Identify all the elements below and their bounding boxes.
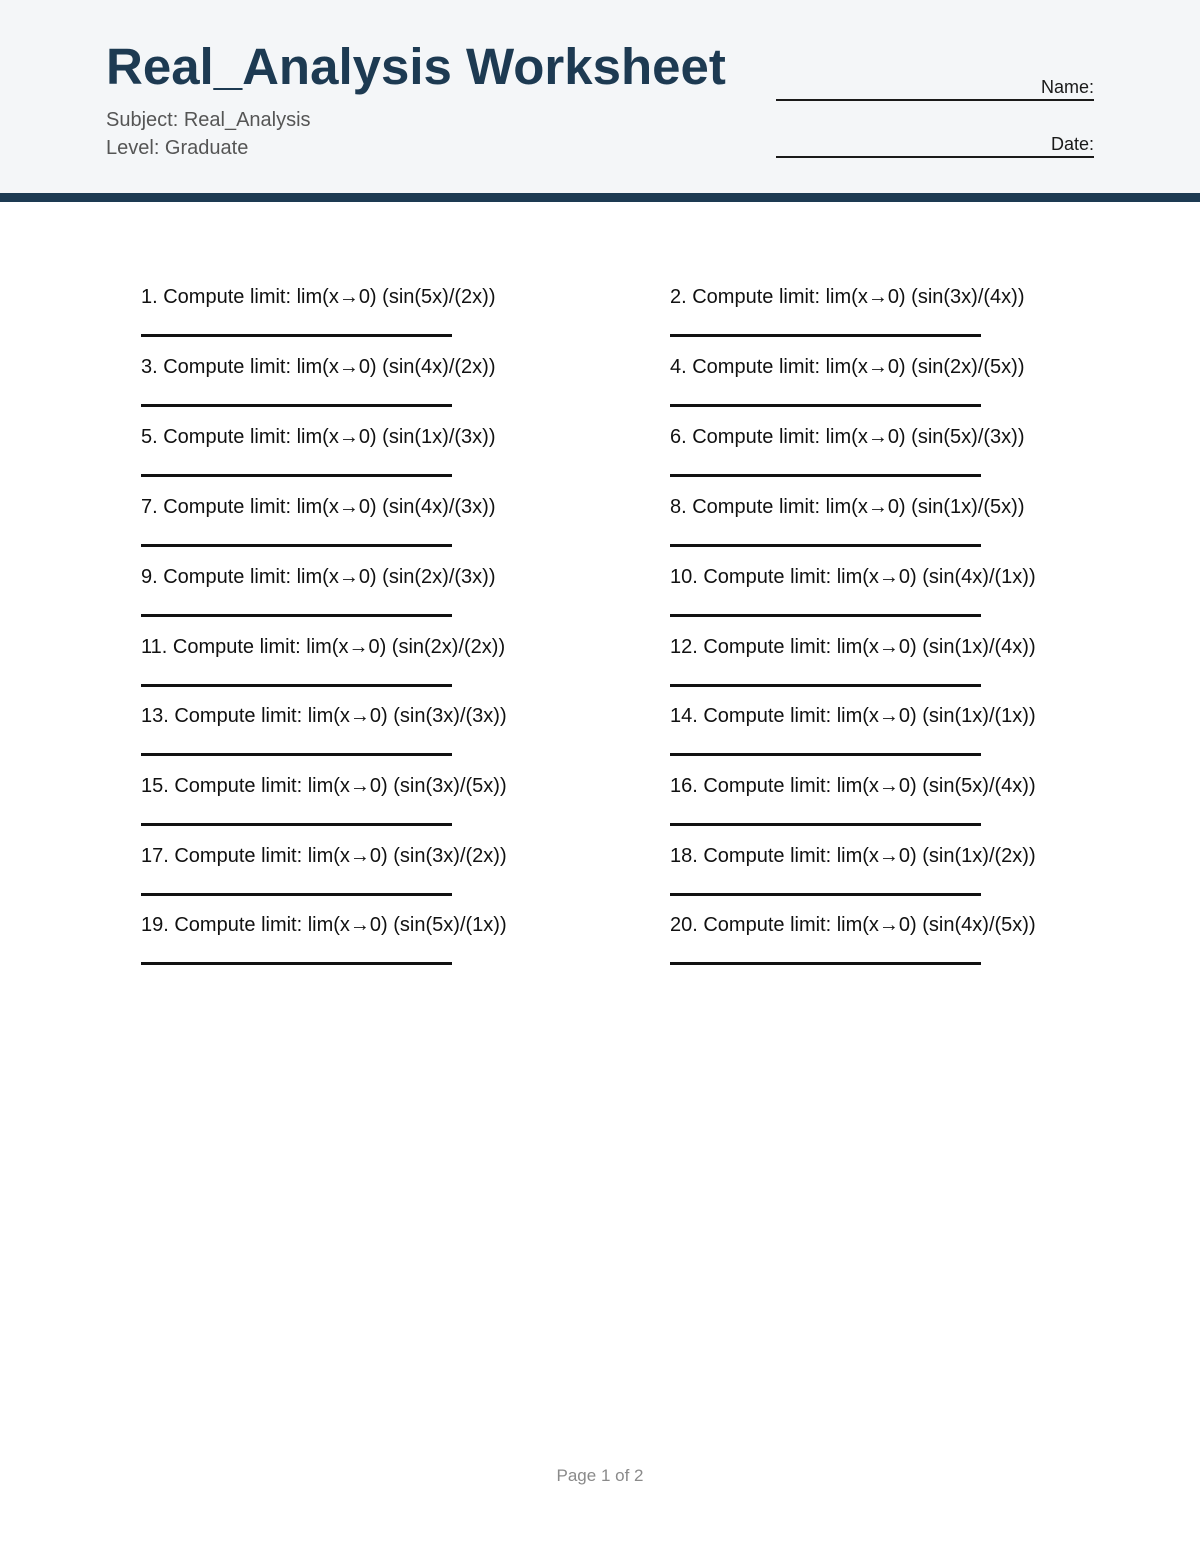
answer-line[interactable] [141, 474, 452, 477]
answer-line[interactable] [670, 753, 981, 756]
page-indicator: Page 1 of 2 [556, 1466, 644, 1485]
problem-text: 2. Compute limit: lim(x→0) (sin(3x)/(4x)) [670, 286, 1025, 308]
problem-text: 16. Compute limit: lim(x→0) (sin(5x)/(4x)) [670, 775, 1036, 797]
answer-line[interactable] [141, 823, 452, 826]
problem-text: 1. Compute limit: lim(x→0) (sin(5x)/(2x)) [141, 286, 496, 308]
answer-line[interactable] [141, 684, 452, 687]
answer-line[interactable] [670, 962, 981, 965]
problem-text: 6. Compute limit: lim(x→0) (sin(5x)/(3x)) [670, 426, 1025, 448]
answer-line[interactable] [670, 893, 981, 896]
answer-line[interactable] [670, 684, 981, 687]
problem-text: 7. Compute limit: lim(x→0) (sin(4x)/(3x)) [141, 496, 496, 518]
problem-text: 5. Compute limit: lim(x→0) (sin(1x)/(3x)) [141, 426, 496, 448]
date-label: Date: [1050, 134, 1094, 154]
answer-line[interactable] [141, 334, 452, 337]
answer-line[interactable] [141, 753, 452, 756]
problem-text: 4. Compute limit: lim(x→0) (sin(2x)/(5x)) [670, 356, 1025, 378]
subject-line: Subject: Real_Analysis [106, 109, 311, 131]
problem-text: 20. Compute limit: lim(x→0) (sin(4x)/(5x)) [670, 914, 1036, 936]
problem-text: 14. Compute limit: lim(x→0) (sin(1x)/(1x)) [670, 705, 1036, 727]
problem-text: 19. Compute limit: lim(x→0) (sin(5x)/(1x)) [141, 914, 507, 936]
problem-text: 12. Compute limit: lim(x→0) (sin(1x)/(4x)) [670, 636, 1036, 658]
problem-text: 3. Compute limit: lim(x→0) (sin(4x)/(2x)) [141, 356, 496, 378]
problem-text: 9. Compute limit: lim(x→0) (sin(2x)/(3x)) [141, 566, 496, 588]
answer-line[interactable] [670, 474, 981, 477]
name-label: Name: [1040, 77, 1094, 97]
answer-line[interactable] [670, 614, 981, 617]
problem-text: 17. Compute limit: lim(x→0) (sin(3x)/(2x)) [141, 845, 507, 867]
answer-line[interactable] [670, 823, 981, 826]
answer-line[interactable] [141, 404, 452, 407]
level-line: Level: Graduate [106, 137, 249, 159]
answer-line[interactable] [141, 544, 452, 547]
problem-text: 13. Compute limit: lim(x→0) (sin(3x)/(3x)) [141, 705, 507, 727]
answer-line[interactable] [670, 404, 981, 407]
answer-line[interactable] [670, 544, 981, 547]
problem-text: 8. Compute limit: lim(x→0) (sin(1x)/(5x)) [670, 496, 1025, 518]
problem-text: 18. Compute limit: lim(x→0) (sin(1x)/(2x)) [670, 845, 1036, 867]
problem-text: 15. Compute limit: lim(x→0) (sin(3x)/(5x)) [141, 775, 507, 797]
problem-text: 10. Compute limit: lim(x→0) (sin(4x)/(1x)) [670, 566, 1036, 588]
answer-line[interactable] [141, 893, 452, 896]
answer-line[interactable] [670, 334, 981, 337]
problem-text: 11. Compute limit: lim(x→0) (sin(2x)/(2x)) [141, 636, 506, 658]
answer-line[interactable] [141, 962, 452, 965]
worksheet-title: Real_Analysis Worksheet [106, 38, 726, 95]
answer-line[interactable] [141, 614, 452, 617]
